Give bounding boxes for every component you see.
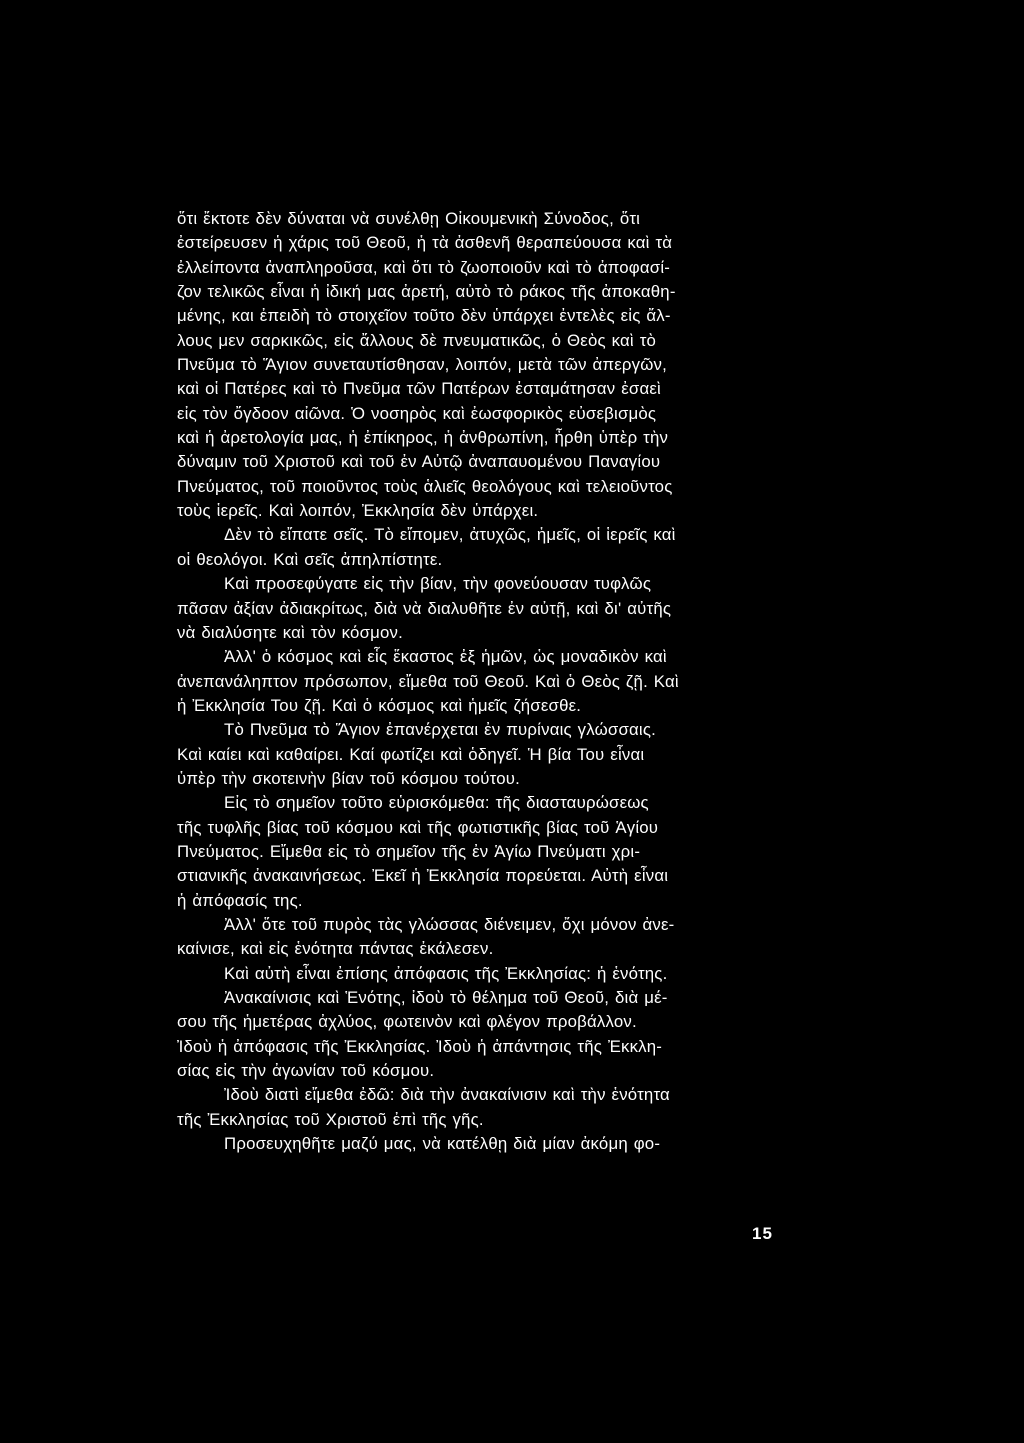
- text-line: σίας εἰς τὴν ἀγωνίαν τοῦ κόσμου.: [177, 1061, 435, 1081]
- text-line: Δὲν τὸ εἴπατε σεῖς. Τὸ εἴπομεν, ἀτυχῶς, ἡμεῖς, οἱ ἱερεῖς καὶ: [224, 525, 676, 545]
- text-line: Ἰδοὺ ἡ ἀπόφασις τῆς Ἐκκλησίας. Ἰδοὺ ἡ ἀπάντησις τῆς Ἐκκλη-: [177, 1036, 663, 1056]
- text-line: Πνεῦμα τὸ Ἅγιον συνεταυτίσθησαν, λοιπόν, μετὰ τῶν ἀπεργῶν,: [177, 355, 668, 375]
- text-line: Ἀνακαίνισις καὶ Ἑνότης, ἰδοὺ τὸ θέλημα τοῦ Θεοῦ, διὰ μέ-: [224, 988, 668, 1007]
- text-line: οἱ θεολόγοι. Καὶ σεῖς ἀπηλπίστητε.: [177, 549, 443, 569]
- document-body: [177, 207, 789, 1156]
- text-line: στιανικῆς ἀνακαινήσεως. Ἐκεῖ ἡ Ἐκκλησία πορεύεται. Αὐτὴ εἶναι: [177, 866, 669, 886]
- text-line: πᾶσαν ἀξίαν ἀδιακρίτως, διὰ νὰ διαλυθῆτε ἐν αὐτῇ, καὶ δι' αὐτῆς: [177, 598, 672, 618]
- text-line: ἀνεπανάληπτον πρόσωπον, εἴμεθα τοῦ Θεοῦ. Καὶ ὁ Θεὸς ζῇ. Καὶ: [177, 671, 679, 691]
- text-line: ὑπὲρ τὴν σκοτεινὴν βίαν τοῦ κόσμου τούτου.: [177, 768, 520, 788]
- text-line: εἰς τὸν ὄγδοον αἰῶνα. Ὁ νοσηρὸς καὶ ἐωσφορικὸς εὐσεβισμὸς: [177, 403, 657, 423]
- text-line: Καὶ καίει καὶ καθαίρει. Καί φωτίζει καὶ ὁδηγεῖ. Ἡ βία Του εἶναι: [177, 744, 645, 764]
- text-line: Τὸ Πνεῦμα τὸ Ἅγιον ἐπανέρχεται ἐν πυρίναις γλώσσαις.: [224, 720, 656, 740]
- text-line: Ἀλλ' ὅτε τοῦ πυρὸς τὰς γλώσσας διένειμεν, ὄχι μόνον ἀνε-: [224, 914, 675, 934]
- text-line: ἐλλείποντα ἀναπληροῦσα, καὶ ὅτι τὸ ζωοποιοῦν καὶ τὸ ἀποφασί-: [177, 257, 671, 277]
- text-line: ἡ ἀπόφασίς της.: [177, 890, 303, 910]
- text-line: καὶ ἡ ἀρετολογία μας, ἡ ἐπίκηρος, ἡ ἀνθρωπίνη, ἦρθη ὑπὲρ τὴν: [177, 428, 669, 448]
- page-number: 15: [752, 1224, 773, 1243]
- text-line: τοὺς ἱερεῖς. Καὶ λοιπόν, Ἐκκλησία δὲν ὑπάρχει.: [177, 501, 539, 521]
- text-line: Προσευχηθῆτε μαζύ μας, νὰ κατέλθῃ διὰ μίαν ἀκόμη φο-: [224, 1134, 661, 1154]
- text-line: Καὶ αὐτὴ εἶναι ἐπίσης ἀπόφασις τῆς Ἐκκλησίας: ἡ ἑνότης.: [224, 963, 668, 983]
- text-line: Πνεύματος. Εἴμεθα εἰς τὸ σημεῖον τῆς ἐν Ἁγίω Πνεύματι χρι-: [177, 841, 641, 861]
- text-line: λους μεν σαρκικῶς, εἰς ἄλλους δὲ πνευματικῶς, ὁ Θεὸς καὶ τὸ: [177, 330, 657, 350]
- text-line: καὶ οἱ Πατέρες καὶ τὸ Πνεῦμα τῶν Πατέρων ἐσταμάτησαν ἐσαεὶ: [177, 379, 661, 399]
- text-line: Ἀλλ' ὁ κόσμος καὶ εἷς ἕκαστος ἐξ ἡμῶν, ὡς μοναδικὸν καὶ: [224, 647, 667, 667]
- text-line: σου τῆς ἡμετέρας ἀχλύος, φωτεινὸν καὶ φλέγον προβάλλον.: [177, 1012, 637, 1032]
- text-line: Εἰς τὸ σημεῖον τοῦτο εὑρισκόμεθα: τῆς διασταυρώσεως: [224, 793, 649, 813]
- text-line: ἐστείρευσεν ἡ χάρις τοῦ Θεοῦ, ἡ τὰ ἀσθενῆ θεραπεύουσα καὶ τὰ: [177, 233, 673, 253]
- text-line: ὅτι ἔκτοτε δὲν δύναται νὰ συνέλθῃ Οἰκουμενικὴ Σύνοδος, ὅτι: [177, 209, 641, 228]
- text-line: καίνισε, καὶ εἰς ἑνότητα πάντας ἐκάλεσεν.: [177, 939, 494, 959]
- text-line: δύναμιν τοῦ Χριστοῦ καὶ τοῦ ἐν Αὐτῷ ἀναπαυομένου Παναγίου: [177, 452, 661, 472]
- text-line: τῆς τυφλῆς βίας τοῦ κόσμου καὶ τῆς φωτιστικῆς βίας τοῦ Ἁγίου: [177, 817, 659, 837]
- text-line: Καὶ προσεφύγατε εἰς τὴν βίαν, τὴν φονεύουσαν τυφλῶς: [224, 574, 652, 594]
- text-line: Πνεύματος, τοῦ ποιοῦντος τοὺς ἁλιεῖς θεολόγους καὶ τελειοῦντος: [177, 476, 673, 496]
- text-line: ζον τελικῶς εἶναι ἡ ἰδική μας ἀρετή, αὐτὸ τὸ ράκος τῆς ἀποκαθη-: [177, 282, 676, 302]
- text-line: ἡ Ἐκκλησία Του ζῇ. Καὶ ὁ κόσμος καὶ ἡμεῖς ζήσεσθε.: [177, 695, 582, 715]
- text-line: τῆς Ἐκκλησίας τοῦ Χριστοῦ ἐπὶ τῆς γῆς.: [177, 1109, 484, 1129]
- text-line: νὰ διαλύσητε καὶ τὸν κόσμον.: [177, 622, 403, 642]
- text-line: Ἰδοὺ διατὶ εἴμεθα ἐδῶ: διὰ τὴν ἀνακαίνισιν καὶ τὴν ἑνότητα: [224, 1085, 670, 1105]
- text-line: μένης, και ἐπειδὴ τὸ στοιχεῖον τοῦτο δὲν ὑπάρχει ἐντελὲς εἰς ἄλ-: [177, 306, 671, 326]
